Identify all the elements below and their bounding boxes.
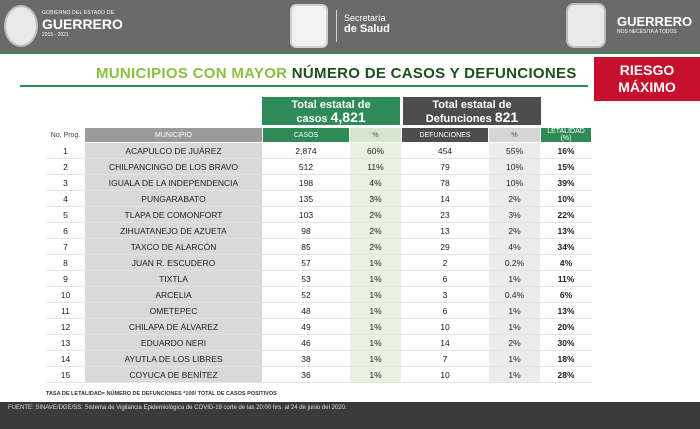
cell-letalidad: 39% — [541, 175, 592, 191]
cell-pct-defunciones: 2% — [489, 335, 541, 351]
cell-pct-casos: 1% — [350, 351, 402, 367]
cell-municipio: CHILAPA DE ÁLVAREZ — [85, 319, 263, 335]
cell-prog: 9 — [47, 271, 85, 287]
table-row — [47, 143, 592, 159]
municipios-table — [46, 127, 592, 383]
cell-casos: 52 — [263, 287, 350, 303]
table-row — [47, 207, 592, 223]
cell-municipio: TAXCO DE ALARCÓN — [85, 239, 263, 255]
title-part-1: MUNICIPIOS CON MAYOR — [96, 65, 292, 82]
government-logo-text — [42, 10, 123, 38]
cell-pct-defunciones: 1% — [489, 367, 541, 383]
table-row — [47, 223, 592, 239]
cell-pct-casos: 2% — [350, 239, 402, 255]
brand-slogan: NOS NECESITA A TODOS — [617, 29, 677, 35]
table-header-row — [47, 128, 592, 143]
cell-defunciones: 10 — [402, 319, 489, 335]
cell-letalidad: 16% — [541, 143, 592, 159]
cell-casos: 2,874 — [263, 143, 350, 159]
table-row — [47, 367, 592, 383]
gov-years-text: 2015 - 2021 — [42, 32, 69, 38]
cell-letalidad: 18% — [541, 351, 592, 367]
cell-defunciones: 79 — [402, 159, 489, 175]
cell-pct-defunciones: 1% — [489, 319, 541, 335]
cell-letalidad: 22% — [541, 207, 592, 223]
cell-pct-defunciones: 1% — [489, 351, 541, 367]
cell-defunciones: 3 — [402, 287, 489, 303]
cell-prog: 7 — [47, 239, 85, 255]
cell-pct-defunciones: 4% — [489, 239, 541, 255]
cell-casos: 53 — [263, 271, 350, 287]
cell-pct-defunciones: 10% — [489, 175, 541, 191]
cell-municipio: ZIHUATANEJO DE AZUETA — [85, 223, 263, 239]
cell-pct-defunciones: 10% — [489, 159, 541, 175]
table-row — [47, 303, 592, 319]
cell-casos: 198 — [263, 175, 350, 191]
table-row — [47, 191, 592, 207]
cell-municipio: IGUALA DE LA INDEPENDENCIA — [85, 175, 263, 191]
cell-pct-defunciones: 2% — [489, 223, 541, 239]
cell-casos: 57 — [263, 255, 350, 271]
cell-pct-defunciones: 2% — [489, 191, 541, 207]
cell-casos: 49 — [263, 319, 350, 335]
table-row — [47, 335, 592, 351]
cell-pct-casos: 11% — [350, 159, 402, 175]
cell-municipio: PUNGARABATO — [85, 191, 263, 207]
cell-letalidad: 13% — [541, 223, 592, 239]
cell-pct-casos: 4% — [350, 175, 402, 191]
cell-pct-defunciones: 55% — [489, 143, 541, 159]
cell-casos: 103 — [263, 207, 350, 223]
cell-defunciones: 14 — [402, 335, 489, 351]
cell-defunciones: 2 — [402, 255, 489, 271]
cell-casos: 46 — [263, 335, 350, 351]
table-row — [47, 287, 592, 303]
cell-letalidad: 6% — [541, 287, 592, 303]
title-part-2: NÚMERO DE CASOS Y DEFUNCIONES — [291, 65, 577, 82]
cell-prog: 2 — [47, 159, 85, 175]
sec-line-2: de Salud — [344, 23, 390, 35]
col-header-letalidad: LETALIDAD (%) — [541, 128, 592, 143]
cell-letalidad: 30% — [541, 335, 592, 351]
cell-defunciones: 23 — [402, 207, 489, 223]
total-cases-value: 4,821 — [330, 109, 366, 125]
col-header-pct-casos: % — [350, 128, 402, 143]
lethality-footnote: TASA DE LETALIDAD= NÚMERO DE DEFUNCIONES *100/ TOTAL DE CASOS POSITIVOS — [46, 391, 277, 397]
cell-pct-defunciones: 1% — [489, 271, 541, 287]
total-deaths-row — [403, 111, 541, 125]
table-row — [47, 319, 592, 335]
cell-defunciones: 29 — [402, 239, 489, 255]
total-deaths-box — [403, 97, 541, 125]
cell-casos: 36 — [263, 367, 350, 383]
table-row — [47, 351, 592, 367]
cell-defunciones: 78 — [402, 175, 489, 191]
cell-pct-casos: 1% — [350, 287, 402, 303]
guerrero-brand-text — [617, 14, 692, 35]
brand-big-text: GUERRERO — [617, 14, 693, 29]
cell-municipio: COYUCA DE BENÍTEZ — [85, 367, 263, 383]
cell-pct-casos: 2% — [350, 207, 402, 223]
table-row — [47, 255, 592, 271]
col-header-municipio: MUNICIPIO — [85, 128, 263, 143]
cell-casos: 85 — [263, 239, 350, 255]
state-crest-logo — [4, 5, 38, 47]
cell-casos: 38 — [263, 351, 350, 367]
header-rule — [0, 52, 700, 54]
secretaria-salud-logo — [290, 4, 328, 48]
total-cases-label-2: casos — [296, 113, 328, 125]
cell-pct-casos: 1% — [350, 303, 402, 319]
logo-separator — [336, 10, 337, 42]
cell-municipio: AYUTLA DE LOS LIBRES — [85, 351, 263, 367]
col-header-prog: No. Prog. — [47, 128, 85, 143]
cell-pct-casos: 1% — [350, 319, 402, 335]
cell-letalidad: 13% — [541, 303, 592, 319]
col-header-defunciones: DEFUNCIONES — [402, 128, 489, 143]
gov-big-text: GUERRERO — [42, 16, 123, 32]
secretaria-salud-text — [344, 13, 390, 35]
risk-level-badge — [594, 57, 700, 101]
cell-prog: 8 — [47, 255, 85, 271]
cell-municipio: TLAPA DE COMONFORT — [85, 207, 263, 223]
cell-municipio: JUAN R. ESCUDERO — [85, 255, 263, 271]
cell-pct-casos: 2% — [350, 223, 402, 239]
cell-prog: 1 — [47, 143, 85, 159]
cell-letalidad: 10% — [541, 191, 592, 207]
cell-municipio: EDUARDO NERI — [85, 335, 263, 351]
cell-municipio: OMETEPEC — [85, 303, 263, 319]
cell-letalidad: 4% — [541, 255, 592, 271]
cell-pct-defunciones: 1% — [489, 303, 541, 319]
cell-pct-defunciones: 0.2% — [489, 255, 541, 271]
cell-defunciones: 6 — [402, 303, 489, 319]
risk-line-1: RIESGO — [619, 62, 675, 78]
sec-line-1: Secretaría — [344, 13, 386, 23]
cell-pct-casos: 1% — [350, 367, 402, 383]
cell-defunciones: 6 — [402, 271, 489, 287]
cell-prog: 4 — [47, 191, 85, 207]
cell-prog: 6 — [47, 223, 85, 239]
cell-prog: 14 — [47, 351, 85, 367]
cell-municipio: ACAPULCO DE JUÁREZ — [85, 143, 263, 159]
cell-casos: 512 — [263, 159, 350, 175]
guerrero-brand-logo — [566, 3, 606, 48]
cell-municipio: ARCELIA — [85, 287, 263, 303]
gov-small-text: GOBIERNO DEL ESTADO DE — [42, 10, 115, 16]
cell-pct-casos: 60% — [350, 143, 402, 159]
cell-pct-defunciones: 0.4% — [489, 287, 541, 303]
cell-letalidad: 20% — [541, 319, 592, 335]
cell-prog: 5 — [47, 207, 85, 223]
table-row — [47, 239, 592, 255]
cell-pct-casos: 1% — [350, 271, 402, 287]
page-title — [96, 65, 577, 82]
table-row — [47, 271, 592, 287]
cell-casos: 48 — [263, 303, 350, 319]
table-row — [47, 175, 592, 191]
cell-casos: 98 — [263, 223, 350, 239]
cell-pct-casos: 1% — [350, 255, 402, 271]
source-note: FUENTE: SINAVE/DGE/SS: Sistema de Vigilancia Epidemiológica de COVID-19 corte de las 20:00 hrs. al 24 de junio del 2020. — [8, 405, 347, 411]
cell-letalidad: 34% — [541, 239, 592, 255]
cell-letalidad: 28% — [541, 367, 592, 383]
cell-prog: 3 — [47, 175, 85, 191]
total-deaths-value: 821 — [494, 109, 519, 125]
cell-prog: 11 — [47, 303, 85, 319]
cell-letalidad: 11% — [541, 271, 592, 287]
col-header-casos: CASOS — [263, 128, 350, 143]
cell-defunciones: 10 — [402, 367, 489, 383]
cell-prog: 10 — [47, 287, 85, 303]
cell-defunciones: 454 — [402, 143, 489, 159]
cell-prog: 12 — [47, 319, 85, 335]
total-cases-row — [262, 111, 400, 125]
cell-prog: 15 — [47, 367, 85, 383]
cell-pct-casos: 1% — [350, 335, 402, 351]
cell-pct-defunciones: 3% — [489, 207, 541, 223]
total-deaths-label-2: Defunciones — [425, 113, 492, 125]
total-cases-box — [262, 97, 400, 125]
cell-prog: 13 — [47, 335, 85, 351]
total-deaths-label-1: Total estatal de — [432, 99, 512, 111]
cell-letalidad: 15% — [541, 159, 592, 175]
cell-municipio: TIXTLA — [85, 271, 263, 287]
cell-defunciones: 13 — [402, 223, 489, 239]
total-cases-label-1: Total estatal de — [291, 99, 371, 111]
cell-municipio: CHILPANCINGO DE LOS BRAVO — [85, 159, 263, 175]
cell-defunciones: 7 — [402, 351, 489, 367]
col-header-pct-defunciones: % — [489, 128, 541, 143]
table-row — [47, 159, 592, 175]
risk-line-2: MÁXIMO — [618, 79, 676, 95]
cell-defunciones: 14 — [402, 191, 489, 207]
cell-casos: 135 — [263, 191, 350, 207]
cell-pct-casos: 3% — [350, 191, 402, 207]
